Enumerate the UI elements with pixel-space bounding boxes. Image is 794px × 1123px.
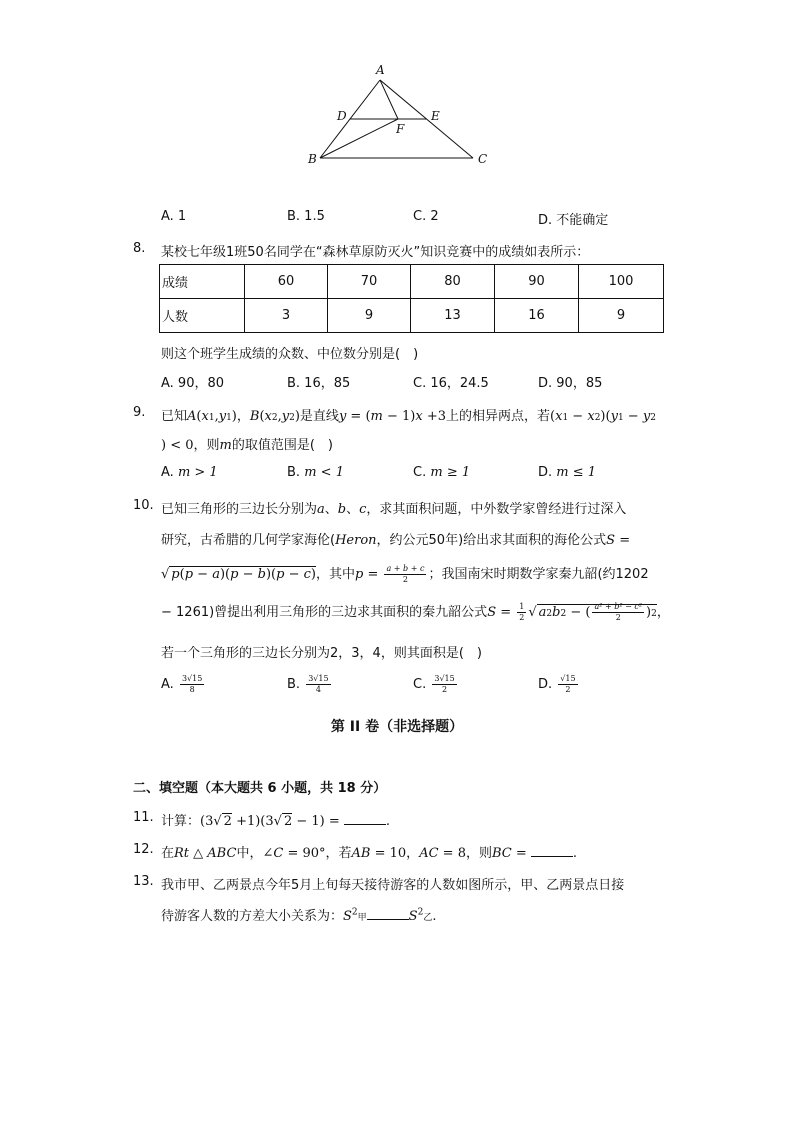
q8-question: 则这个班学生成绩的众数、中位数分别是( ) (161, 347, 419, 362)
table-cell: 100 (579, 265, 664, 299)
q9-number: 9. (133, 405, 146, 420)
q9-option-a[interactable]: A. m > 1 (161, 465, 218, 480)
triangle-figure (300, 60, 500, 170)
q12-number: 12. (133, 842, 154, 857)
q12-answer-blank[interactable] (531, 844, 573, 857)
q7-option-a[interactable]: A. 1 (161, 209, 187, 224)
table-cell: 3 (245, 299, 328, 333)
table-cell: 成绩 (160, 265, 245, 299)
score-table (159, 264, 664, 333)
label-f: F (396, 122, 405, 136)
q8-number: 8. (133, 241, 146, 256)
q13-line2: 待游客人数的方差大小关系为：$S^2$甲 $S^2$乙. (161, 907, 437, 924)
q7-option-b[interactable]: B. 1.5 (287, 209, 325, 224)
fill-heading: 二、填空题（本大题共 6 小题，共 18 分） (133, 781, 387, 796)
q13-number: 13. (133, 874, 154, 889)
q10-option-d[interactable]: D. $\frac{√15}{2}$ (538, 674, 576, 694)
q7-option-c[interactable]: C. 2 (413, 209, 439, 224)
q10-line2: 研究，古希腊的几何学家海伦(Heron，约公元50年)给出求其面积的海伦公式S = (161, 533, 631, 548)
table-cell: 人数 (160, 299, 245, 333)
label-c: C (478, 152, 488, 166)
q10-number: 10. (133, 498, 154, 513)
label-a: A (376, 63, 385, 77)
q8-option-d[interactable]: D. 90，85 (538, 376, 603, 391)
q10-option-a[interactable]: A. $\frac{3√15}{8}$ (161, 674, 203, 694)
q10-option-c[interactable]: C. $\frac{3√15}{2}$ (413, 674, 455, 694)
section-title: 第 II 卷（非选择题） (330, 719, 464, 735)
q8-option-b[interactable]: B. 16，85 (287, 376, 351, 391)
segment-bf (320, 119, 398, 158)
q11-answer-blank[interactable] (344, 812, 386, 825)
q7-option-d[interactable]: D. 不能确定 (538, 213, 609, 228)
q11-line: 计算：(3√ 2 +1)(3√ 2 − 1) = . (161, 814, 391, 829)
table-cell: 70 (328, 265, 411, 299)
table-cell: 60 (245, 265, 328, 299)
q8-option-c[interactable]: C. 16，24.5 (413, 376, 489, 391)
q13-answer-blank[interactable] (367, 907, 409, 920)
label-d: D (337, 109, 347, 123)
q9-option-c[interactable]: C. m ≥ 1 (413, 465, 471, 480)
q11-number: 11. (133, 810, 154, 825)
q10-line3: √ p(p − a)(p − b)(p − c)，其中p = $\frac{a + b + c}{2}$ ；我国南宋时期数学家秦九韶(约1202 (161, 564, 649, 584)
q9-option-d[interactable]: D. m ≤ 1 (538, 465, 597, 480)
table-row (160, 265, 664, 299)
label-b: B (308, 152, 317, 166)
table-cell: 90 (495, 265, 579, 299)
table-cell: 13 (411, 299, 495, 333)
q8-stem: 某校七年级1班50名同学在“森林草原防灭火”知识竞赛中的成绩如表所示： (161, 245, 590, 260)
q9-line2: ) < 0，则m的取值范围是( ) (161, 438, 334, 453)
q10-line5: 若一个三角形的三边长分别为2，3，4，则其面积是( ) (161, 646, 482, 661)
segment-af (380, 80, 398, 119)
q8-option-a[interactable]: A. 90，80 (161, 376, 225, 391)
table-cell: 80 (411, 265, 495, 299)
table-cell: 16 (495, 299, 579, 333)
q10-line4: − 1261)曾提出利用三角形的三边求其面积的秦九韶公式S = $\frac{1}{2}$ √ a2b2 − ( $\frac{\text{a² + b² − c²}}{2}$ )2， (161, 602, 670, 622)
table-cell: 9 (579, 299, 664, 333)
q12-line: 在Rt △ ABC中，∠C = 90°，若AB = 10，AC = 8，则BC = . (161, 846, 578, 861)
label-e: E (431, 109, 440, 123)
q9-option-b[interactable]: B. m < 1 (287, 465, 344, 480)
q9-line1: 已知A(x1,y1)，B(x2,y2)是直线y = (m − 1)x +3上的相异两点，若(x1 − x2)(y1 − y2 (161, 409, 656, 424)
q10-option-b[interactable]: B. $\frac{3√15}{4}$ (287, 674, 329, 694)
q13-line1: 我市甲、乙两景点今年5月上旬每天接待游客的人数如图所示，甲、乙两景点日接 (161, 878, 625, 893)
q10-line1: 已知三角形的三边长分别为a、b、c，求其面积问题，中外数学家曾经进行过深入 (161, 502, 627, 517)
table-row (160, 299, 664, 333)
table-cell: 9 (328, 299, 411, 333)
